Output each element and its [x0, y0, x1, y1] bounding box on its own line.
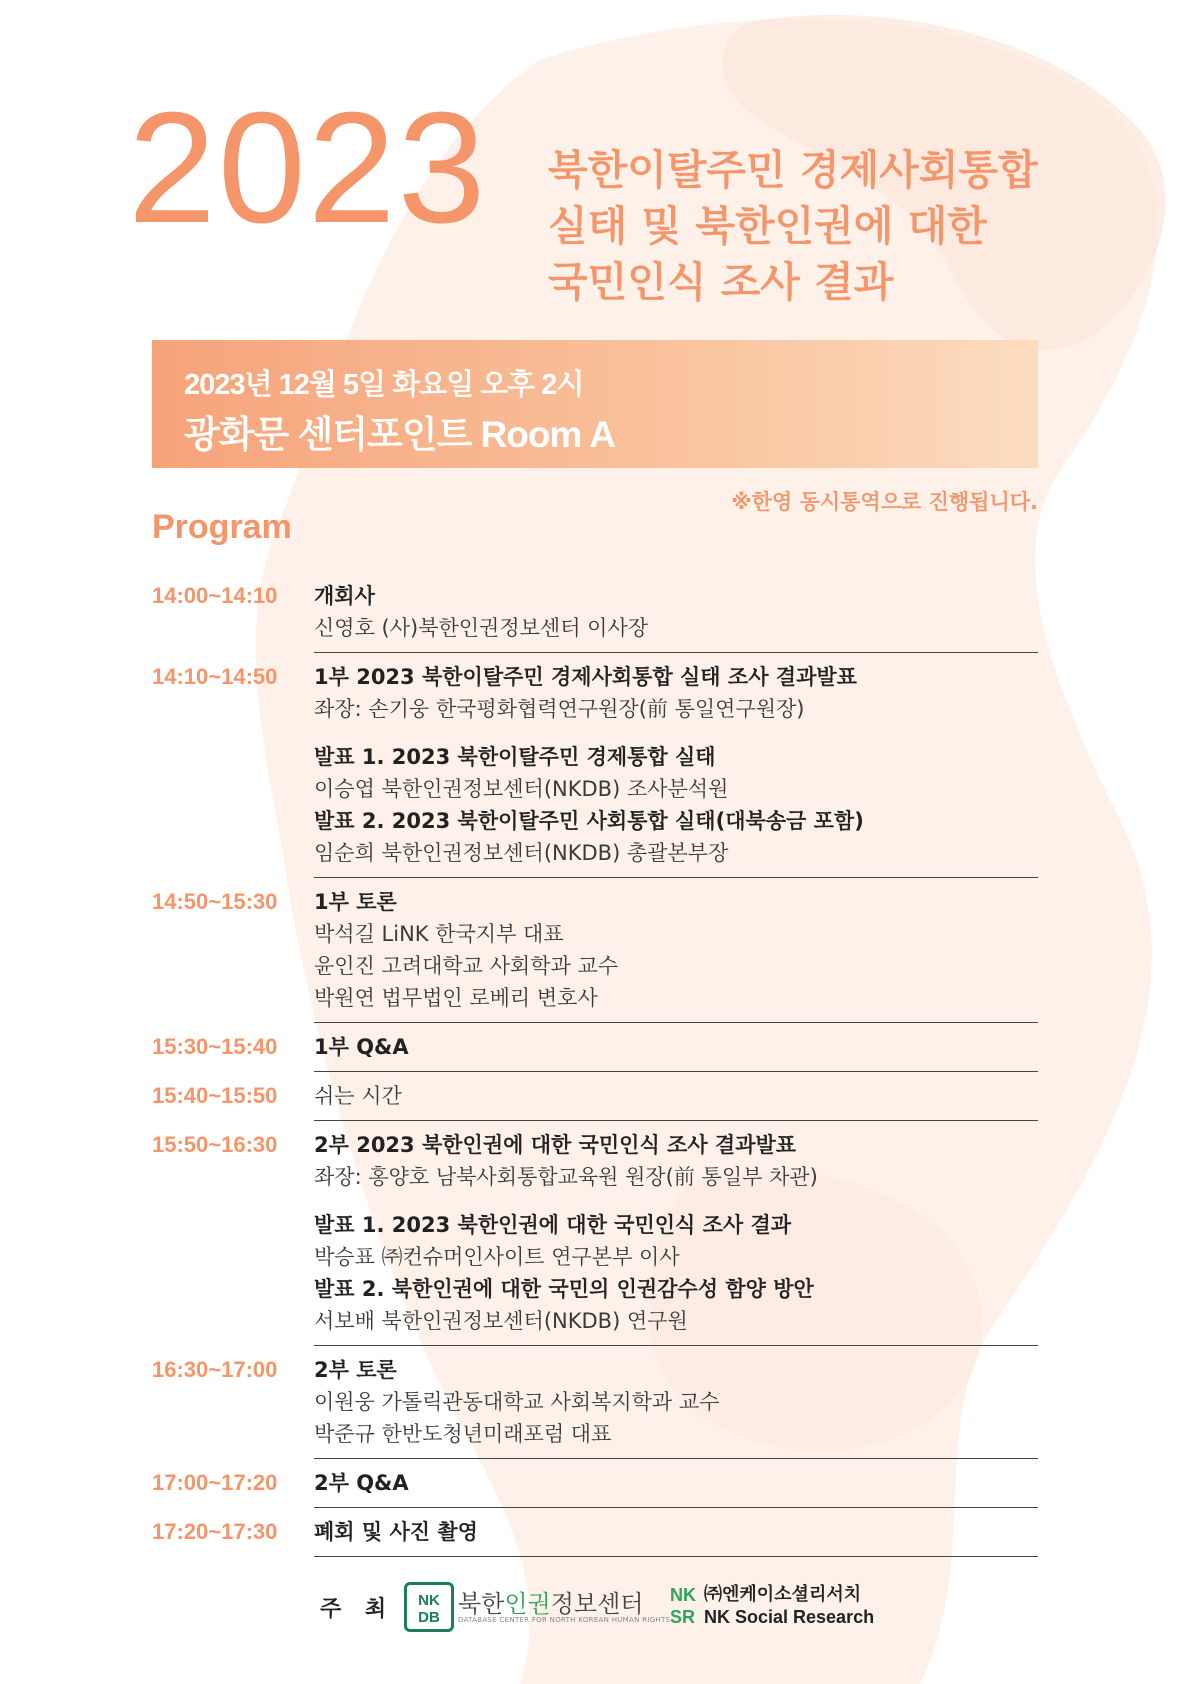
- schedule-time: [152, 1197, 314, 1346]
- session-person: 이승엽 북한인권정보센터(NKDB) 조사분석원: [314, 777, 729, 801]
- nksr-name-en: NK Social Research: [704, 1607, 875, 1627]
- schedule-content: [314, 1121, 1038, 1197]
- schedule-content: [314, 1459, 1038, 1508]
- title-line: 국민인식 조사 결과: [548, 258, 894, 306]
- program-schedule: [152, 572, 1038, 1557]
- schedule-row: [152, 1346, 1038, 1459]
- event-year: 2023: [128, 80, 488, 256]
- session-person: 박원연 법무법인 로베리 변호사: [314, 986, 598, 1010]
- nkdb-name-part: 정보센터: [550, 1590, 644, 1618]
- nksr-name-ko: ㈜엔케이소셜리서치: [704, 1584, 862, 1605]
- schedule-row: [152, 1197, 1038, 1346]
- nkdb-logo-icon: [404, 1582, 454, 1632]
- schedule-time: 15:30~15:40: [152, 1034, 278, 1059]
- schedule-content: [314, 1346, 1038, 1459]
- schedule-row: [152, 653, 1038, 729]
- schedule-row: [152, 572, 1038, 653]
- schedule-content: [314, 1023, 1038, 1072]
- session-person: 박준규 한반도청년미래포럼 대표: [314, 1422, 612, 1446]
- session-person: 박석길 LiNK 한국지부 대표: [314, 922, 564, 946]
- session-person: 이원웅 가톨릭관동대학교 사회복지학과 교수: [314, 1390, 720, 1414]
- schedule-time: 17:20~17:30: [152, 1519, 278, 1544]
- event-info-banner: [152, 340, 1038, 468]
- session-person: 신영호 (사)북한인권정보센터 이사장: [314, 616, 649, 640]
- schedule-content: [314, 729, 1038, 878]
- schedule-row: [152, 1459, 1038, 1508]
- schedule-row: [152, 1072, 1038, 1121]
- interpretation-note: ※한영 동시통역으로 진행됩니다.: [731, 490, 1038, 514]
- session-title: 1부 토론: [314, 890, 397, 914]
- schedule-time: 14:50~15:30: [152, 889, 278, 914]
- nkdb-name-part: 인권: [504, 1590, 551, 1618]
- session-title: 폐회 및 사진 촬영: [314, 1520, 478, 1544]
- svg-text:NK: NK: [418, 1592, 440, 1609]
- presentation-title: 발표 1. 2023 북한이탈주민 경제통합 실태: [314, 745, 716, 769]
- title-line: 북한이탈주민 경제사회통합: [548, 146, 1038, 194]
- schedule-row: [152, 1508, 1038, 1557]
- nksr-mark-bottom: SR: [670, 1607, 696, 1627]
- schedule-time: 16:30~17:00: [152, 1357, 278, 1382]
- schedule-row: [152, 878, 1038, 1023]
- presentation-title: 발표 2. 북한인권에 대한 국민의 인권감수성 함양 방안: [314, 1277, 814, 1301]
- session-title: 1부 2023 북한이탈주민 경제사회통합 실태 조사 결과발표: [314, 665, 857, 689]
- event-venue: 광화문 센터포인트 Room A: [184, 414, 615, 455]
- session-person: 임순희 북한인권정보센터(NKDB) 총괄본부장: [314, 841, 729, 865]
- schedule-row: [152, 729, 1038, 878]
- schedule-time: [152, 729, 314, 878]
- organizers-footer: [320, 1578, 1020, 1648]
- event-title: [548, 142, 1038, 310]
- schedule-time: 15:40~15:50: [152, 1083, 278, 1108]
- schedule-content: [314, 653, 1038, 729]
- session-title: 2부 2023 북한인권에 대한 국민인식 조사 결과발표: [314, 1133, 797, 1157]
- schedule-row: [152, 1023, 1038, 1072]
- nkdb-name: [458, 1584, 644, 1619]
- program-heading: Program: [152, 508, 292, 546]
- schedule-time: 17:00~17:20: [152, 1470, 278, 1495]
- session-title: 쉬는 시간: [314, 1084, 402, 1108]
- session-person: 좌장: 홍양호 남북사회통합교육원 원장(前 통일부 차관): [314, 1165, 818, 1189]
- schedule-time: 14:10~14:50: [152, 664, 278, 689]
- schedule-content: [314, 1072, 1038, 1121]
- nkdb-subtitle: DATABASE CENTER FOR NORTH KOREAN HUMAN RIGHTS: [458, 1616, 671, 1624]
- schedule-content: [314, 878, 1038, 1023]
- host-label: 주 최: [320, 1597, 395, 1622]
- session-title: 개회사: [314, 584, 375, 608]
- schedule-content: [314, 1508, 1038, 1557]
- schedule-time: 15:50~16:30: [152, 1132, 278, 1157]
- session-title: 2부 토론: [314, 1358, 397, 1382]
- session-title: 2부 Q&A: [314, 1471, 409, 1495]
- event-datetime: 2023년 12월 5일 화요일 오후 2시: [184, 369, 584, 401]
- svg-text:DB: DB: [418, 1609, 440, 1626]
- session-person: 서보배 북한인권정보센터(NKDB) 연구원: [314, 1309, 688, 1333]
- title-line: 실태 및 북한인권에 대한: [548, 202, 987, 250]
- schedule-content: [314, 572, 1038, 653]
- schedule-time: 14:00~14:10: [152, 583, 278, 608]
- schedule-content: [314, 1197, 1038, 1346]
- session-person: 윤인진 고려대학교 사회학과 교수: [314, 954, 619, 978]
- nksr-mark-top: NK: [670, 1585, 696, 1605]
- schedule-row: [152, 1121, 1038, 1197]
- presentation-title: 발표 2. 2023 북한이탈주민 사회통합 실태(대북송금 포함): [314, 809, 864, 833]
- nksr-logo-icon: [670, 1584, 696, 1628]
- session-person: 박승표 ㈜컨슈머인사이트 연구본부 이사: [314, 1245, 680, 1269]
- nkdb-name-part: 북한: [458, 1590, 505, 1618]
- session-title: 1부 Q&A: [314, 1035, 409, 1059]
- presentation-title: 발표 1. 2023 북한인권에 대한 국민인식 조사 결과: [314, 1213, 792, 1237]
- session-person: 좌장: 손기웅 한국평화협력연구원장(前 통일연구원장): [314, 697, 805, 721]
